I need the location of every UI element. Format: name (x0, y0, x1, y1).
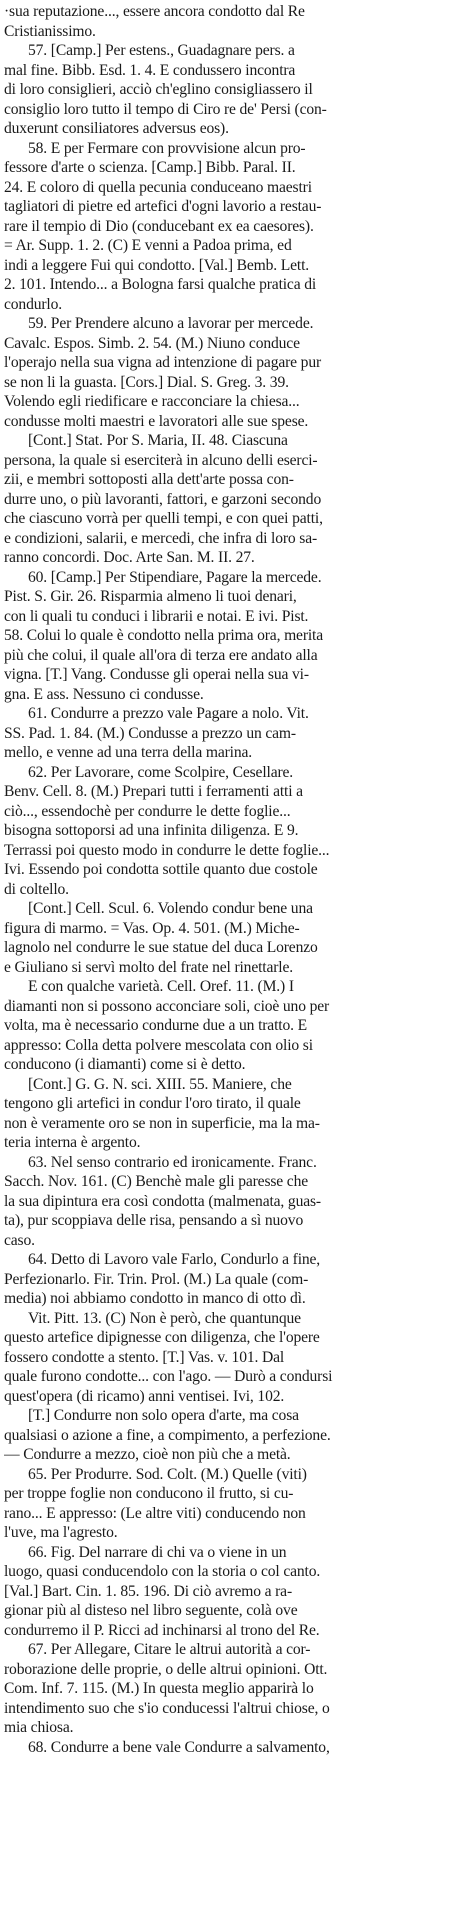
text-line: ranno concordi. Doc. Arte San. M. II. 27. (4, 549, 255, 566)
text-line: Cavalc. Espos. Simb. 2. 54. (M.) Niuno conduce (4, 334, 300, 352)
text-line: duxerunt consiliatores adversus eos). (4, 120, 229, 137)
text-line: più che colui, il quale all'ora di terza ere andato alla (4, 646, 318, 664)
text-line: roborazione delle proprie, o delle altrui opinioni. Ott. (4, 1660, 328, 1678)
text-line: lagnolo nel condurre le sue statue del duca Lorenzo (4, 939, 318, 956)
text-line: persona, la quale si eserciterà in alcuno delli eserci- (4, 451, 318, 469)
text-line: gna. E ass. Nessuno ci condusse. (4, 685, 204, 703)
text-line: mia chiosa. (4, 1719, 74, 1736)
text-line: caso. (4, 1231, 35, 1249)
text-line: Ivi. Essendo poi condotta sottile quanto due costole (4, 861, 318, 878)
text-line: la sua dipintura era così condotta (malmenata, guas- (4, 1192, 321, 1210)
text-line: — Condurre a mezzo, cioè non più che a metà. (4, 1446, 291, 1463)
text-line: Pist. S. Gir. 26. Risparmia almeno li tuoi denari, (4, 588, 297, 605)
text-line: Volendo egli riedificare e racconciare la chiesa... (4, 393, 300, 410)
entry-62: 62. Per Lavorare, come Scolpire, Cesellare. (28, 763, 294, 781)
text-line: l'uve, ma l'agresto. (4, 1524, 118, 1541)
text-line: condurlo. (4, 295, 62, 313)
text-line: se non li la guasta. [Cors.] Dial. S. Greg. 3. 39. (4, 373, 289, 391)
text-line: con li quali tu conduci i librarii e notai. E ivi. Pist. (4, 607, 309, 625)
text-line: ciò..., essendochè per condurre le dette foglie... (4, 802, 291, 820)
text-line: tagliatori di pietre ed artefici d'ogni lavorio a restau- (4, 198, 322, 215)
text-line: intendimento suo che s'io conducessi l'altrui chiose, o (4, 1699, 330, 1717)
text-line: durre uno, o più lavoranti, fattori, e garzoni secondo (4, 490, 322, 508)
text-line: [Val.] Bart. Cin. 1. 85. 196. Di ciò avremo a ra- (4, 1582, 292, 1600)
text-line: che ciascuno vorrà per quelli tempi, e con quei patti, (4, 510, 323, 527)
text-line: media) noi abbiamo condotto in manco di otto dì. (4, 1290, 306, 1307)
text-line: rano... E appresso: (Le altre viti) conducendo non (4, 1504, 306, 1522)
text-line: [T.] Condurre non solo opera d'arte, ma cosa (28, 1407, 299, 1424)
text-line: mal fine. Bibb. Esd. 1. 4. E condussero incontra (4, 61, 296, 79)
text-line: SS. Pad. 1. 84. (M.) Condusse a prezzo un cam- (4, 724, 296, 742)
text-line: vigna. [T.] Vang. Condusse gli operai nella sua vi- (4, 666, 309, 683)
text-line: diamanti non si possono acconciare soli, cioè uno per (4, 997, 330, 1015)
text-line: quale furono condotte... con l'ago. — Durò a condursi (4, 1368, 333, 1385)
entry-59: 59. Per Prendere alcuno a lavorar per mercede. (28, 315, 314, 332)
text-line: l'operajo nella sua vigna ad intenzione di pagare pur (4, 354, 322, 371)
text-line: Terrassi poi questo modo in condurre le dette foglie... (4, 841, 330, 859)
text-line: consiglio loro tutto il tempo di Ciro re de' Persi (con- (4, 100, 327, 118)
text-line: [Cont.] Stat. Por S. Maria, II. 48. Ciascuna (28, 432, 288, 449)
text-line: E con qualche varietà. Cell. Oref. 11. (M.) I (28, 978, 294, 995)
text-line: gionar più al disteso nel libro seguente, colà ove (4, 1602, 298, 1619)
text-line: Cristianissimo. (4, 22, 96, 40)
text-line: volta, ma è necessario condurne due a un tratto. E (4, 1017, 307, 1034)
text-line: Sacch. Nov. 161. (C) Benchè male gli paresse che (4, 1173, 308, 1190)
text-line: indi a leggere Fui qui condotto. [Val.] Bemb. Lett. (4, 256, 310, 274)
text-line: questo artefice dipignesse con diligenza, che l'opere (4, 1329, 320, 1346)
text-line: mello, e venne ad una terra della marina. (4, 744, 252, 761)
text-line: luogo, quasi conducendolo con la storia o col canto. (4, 1563, 321, 1580)
text-line: rare il tempio di Dio (conducebant ex ea caesores). (4, 217, 314, 235)
text-line: fossero condotte a stento. [T.] Vas. v. 101. Dal (4, 1348, 285, 1366)
entry-64: 64. Detto di Lavoro vale Farlo, Condurlo a fine, (28, 1251, 321, 1268)
text-line: 2. 101. Intendo... a Bologna farsi qualche pratica di (4, 276, 317, 293)
text-line: appresso: Colla detta polvere mescolata con olio si (4, 1036, 313, 1054)
text-line: figura di marmo. = Vas. Op. 4. 501. (M.) Miche- (4, 919, 300, 937)
text-line: bisogna sottoporsi ad una infinita diligenza. E 9. (4, 822, 299, 839)
text-line: di loro consiglieri, acciò ch'eglino consigliassero il (4, 81, 313, 98)
text-line: conducono (i diamanti) come si è detto. (4, 1056, 246, 1073)
text-line: qualsiasi o azione a fine, a compimento, a perfezione. (4, 1426, 331, 1444)
text-line: zii, e membri sottoposti alla dett'arte possa con- (4, 471, 294, 488)
entry-66: 66. Fig. Del narrare di chi va o viene in un (28, 1543, 287, 1561)
text-line: di coltello. (4, 880, 69, 898)
text-line: condurremo il P. Ricci ad inchinarsi al trono del Re. (4, 1621, 320, 1639)
text-line: fessore d'arte o scienza. [Camp.] Bibb. Paral. II. (4, 159, 296, 176)
entry-60: 60. [Camp.] Per Stipendiare, Pagare la mercede. (28, 568, 322, 586)
text-line: [Cont.] G. G. N. sci. XIII. 55. Maniere, che (28, 1075, 292, 1093)
text-line: quest'opera (di ricamo) anni ventisei. Ivi, 102. (4, 1387, 285, 1405)
text-line: e condizioni, salarii, e mercedi, che infra di loro sa- (4, 529, 318, 547)
text-line: Benv. Cell. 8. (M.) Prepari tutti i ferramenti atti a (4, 783, 303, 800)
text-line: [Cont.] Cell. Scul. 6. Volendo condur bene una (28, 900, 313, 917)
text-line: teria interna è argento. (4, 1134, 141, 1151)
text-line: ·sua reputazione..., essere ancora condotto dal Re (4, 3, 305, 20)
entry-61: 61. Condurre a prezzo vale Pagare a nolo. Vit. (28, 705, 309, 722)
text-line: 58. Colui lo quale è condotto nella prima ora, merita (4, 627, 323, 644)
text-line: Vit. Pitt. 13. (C) Non è però, che quantunque (28, 1309, 301, 1327)
text-line: = Ar. Supp. 1. 2. (C) E venni a Padoa prima, ed (4, 237, 292, 254)
entry-68: 68. Condurre a bene vale Condurre a salvamento, (28, 1738, 330, 1756)
entry-63: 63. Nel senso contrario ed ironicamente. Franc. (28, 1153, 317, 1171)
text-line: tengono gli artefici in condur l'oro tirato, il quale (4, 1095, 301, 1112)
text-line: 24. E coloro di quella pecunia conduceano maestri (4, 178, 312, 196)
text-line: condusse molti maestri e lavoratori alle sue spese. (4, 412, 309, 430)
entry-57: 57. [Camp.] Per estens., Guadagnare pers. a (28, 42, 295, 59)
text-line: non è veramente oro se non in superficie, ma la ma- (4, 1114, 320, 1132)
text-line: ta), pur scoppiava delle risa, pensando a sì nuovo (4, 1212, 304, 1229)
text-line: Perfezionarlo. Fir. Trin. Prol. (M.) La quale (com- (4, 1270, 309, 1288)
entry-67: 67. Per Allegare, Citare le altrui autorità a cor- (28, 1641, 311, 1658)
entry-58: 58. E per Fermare con provvisione alcun pro- (28, 139, 306, 157)
text-line: e Giuliano si servì molto del frate nel rinettarle. (4, 958, 293, 976)
entry-65: 65. Per Produrre. Sod. Colt. (M.) Quelle (viti) (28, 1465, 307, 1483)
text-line: per troppe foglie non conducono il frutto, si cu- (4, 1485, 294, 1502)
text-line: Com. Inf. 7. 115. (M.) In questa meglio apparirà lo (4, 1680, 314, 1697)
